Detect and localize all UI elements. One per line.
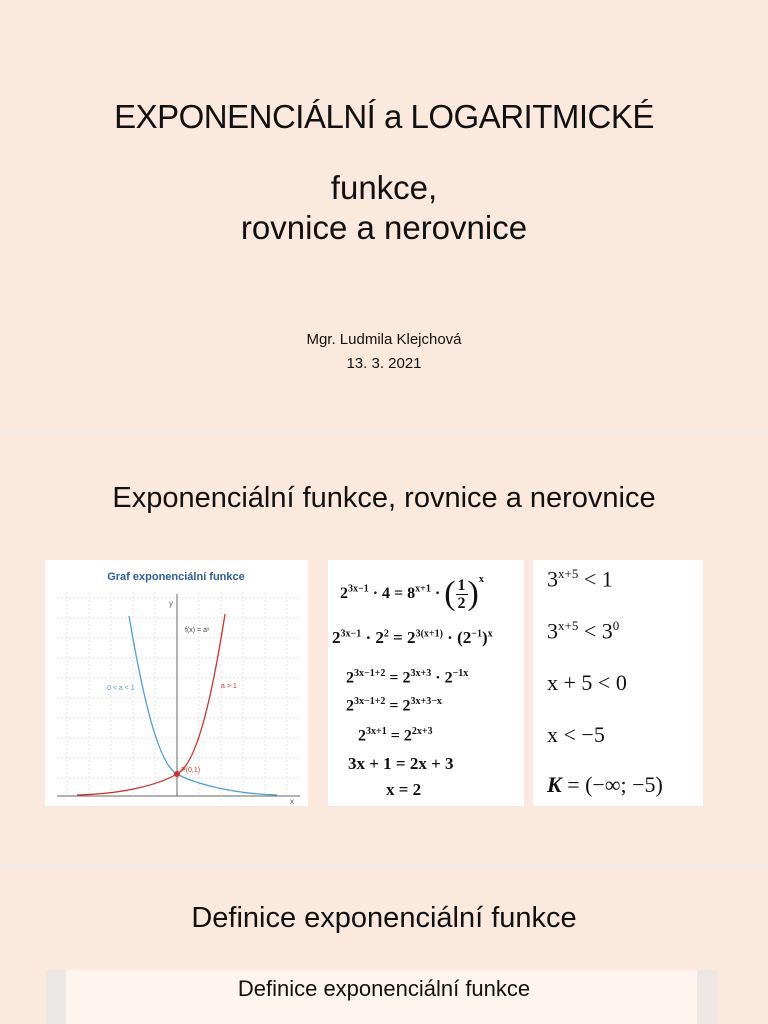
function-label: f(x) = aˣ [185,627,210,634]
fraction-one-half: $\frac{1}{2}$ [457,577,466,612]
title-slide [0,0,768,430]
equation-step-3: $2^{3x-1+2} = 2^{3x+3} \cdot 2^{-1x}$ [346,668,469,687]
author-block [0,328,768,376]
point-p-label: P(0,1) [181,767,201,774]
equation-step-5: $2^{3x+1} = 2^{2x+3}$ [358,726,433,745]
graph-grid [57,592,300,796]
title-lines-2-3 [0,168,768,248]
slide-title: Definice exponenciální funkce [191,902,577,934]
decreasing-curve [129,616,277,795]
embedded-slide-title: Definice exponenciální funkce [237,976,531,1001]
increasing-curve [77,614,225,795]
exponential-overview-slide [0,434,768,864]
right-curve-label: a > 1 [221,683,237,690]
equation-step-4: $2^{3x-1+2} = 2^{3x+3-x}$ [346,696,442,715]
inequality-solution: K = (−∞; −5) [547,772,663,797]
graph-panel [45,560,308,806]
inequality-step-4: x < −5 [547,722,605,747]
equation-panel [328,560,524,806]
author-name: Mgr. Ludmila Klejchová [306,331,462,348]
equation-step-6: 3x + 1 = 2x + 3 [348,754,454,773]
presentation-date: 13. 3. 2021 [346,355,422,372]
definition-slide [0,868,768,1024]
graph-title: Graf exponenciální funkce [107,571,245,583]
title-line-1: EXPONENCIÁLNÍ a LOGARITMICKÉ [114,98,654,135]
exponential-graph [45,560,308,806]
y-axis-label: y [169,599,173,608]
inequality-step-2: $3^{x+5} < 3^0$ [547,618,620,644]
equation-step-1: $2^{3x-1} \cdot 4 = 8^{x+1}$ · ( $\frac{1}{2}$ )$^x$ [340,574,484,612]
equation-step-2: $2^{3x-1} \cdot 2^2 = 2^{3(x+1)} \cdot (2^{-1})^x$ [332,628,493,647]
inequality-step-3: x + 5 < 0 [547,670,627,695]
inequality-panel [533,560,703,806]
point-p [174,771,180,777]
equation-step-7: x = 2 [386,780,422,799]
title-line-2: funkce, [330,169,438,206]
slide-title: Exponenciální funkce, rovnice a nerovnice [112,482,656,514]
inequality-step-1: $3^{x+5} < 1$ [547,566,613,592]
left-curve-label: 0 < a < 1 [107,685,135,692]
title-line-3: rovnice a nerovnice [240,209,528,246]
x-axis-label: x [290,797,294,806]
